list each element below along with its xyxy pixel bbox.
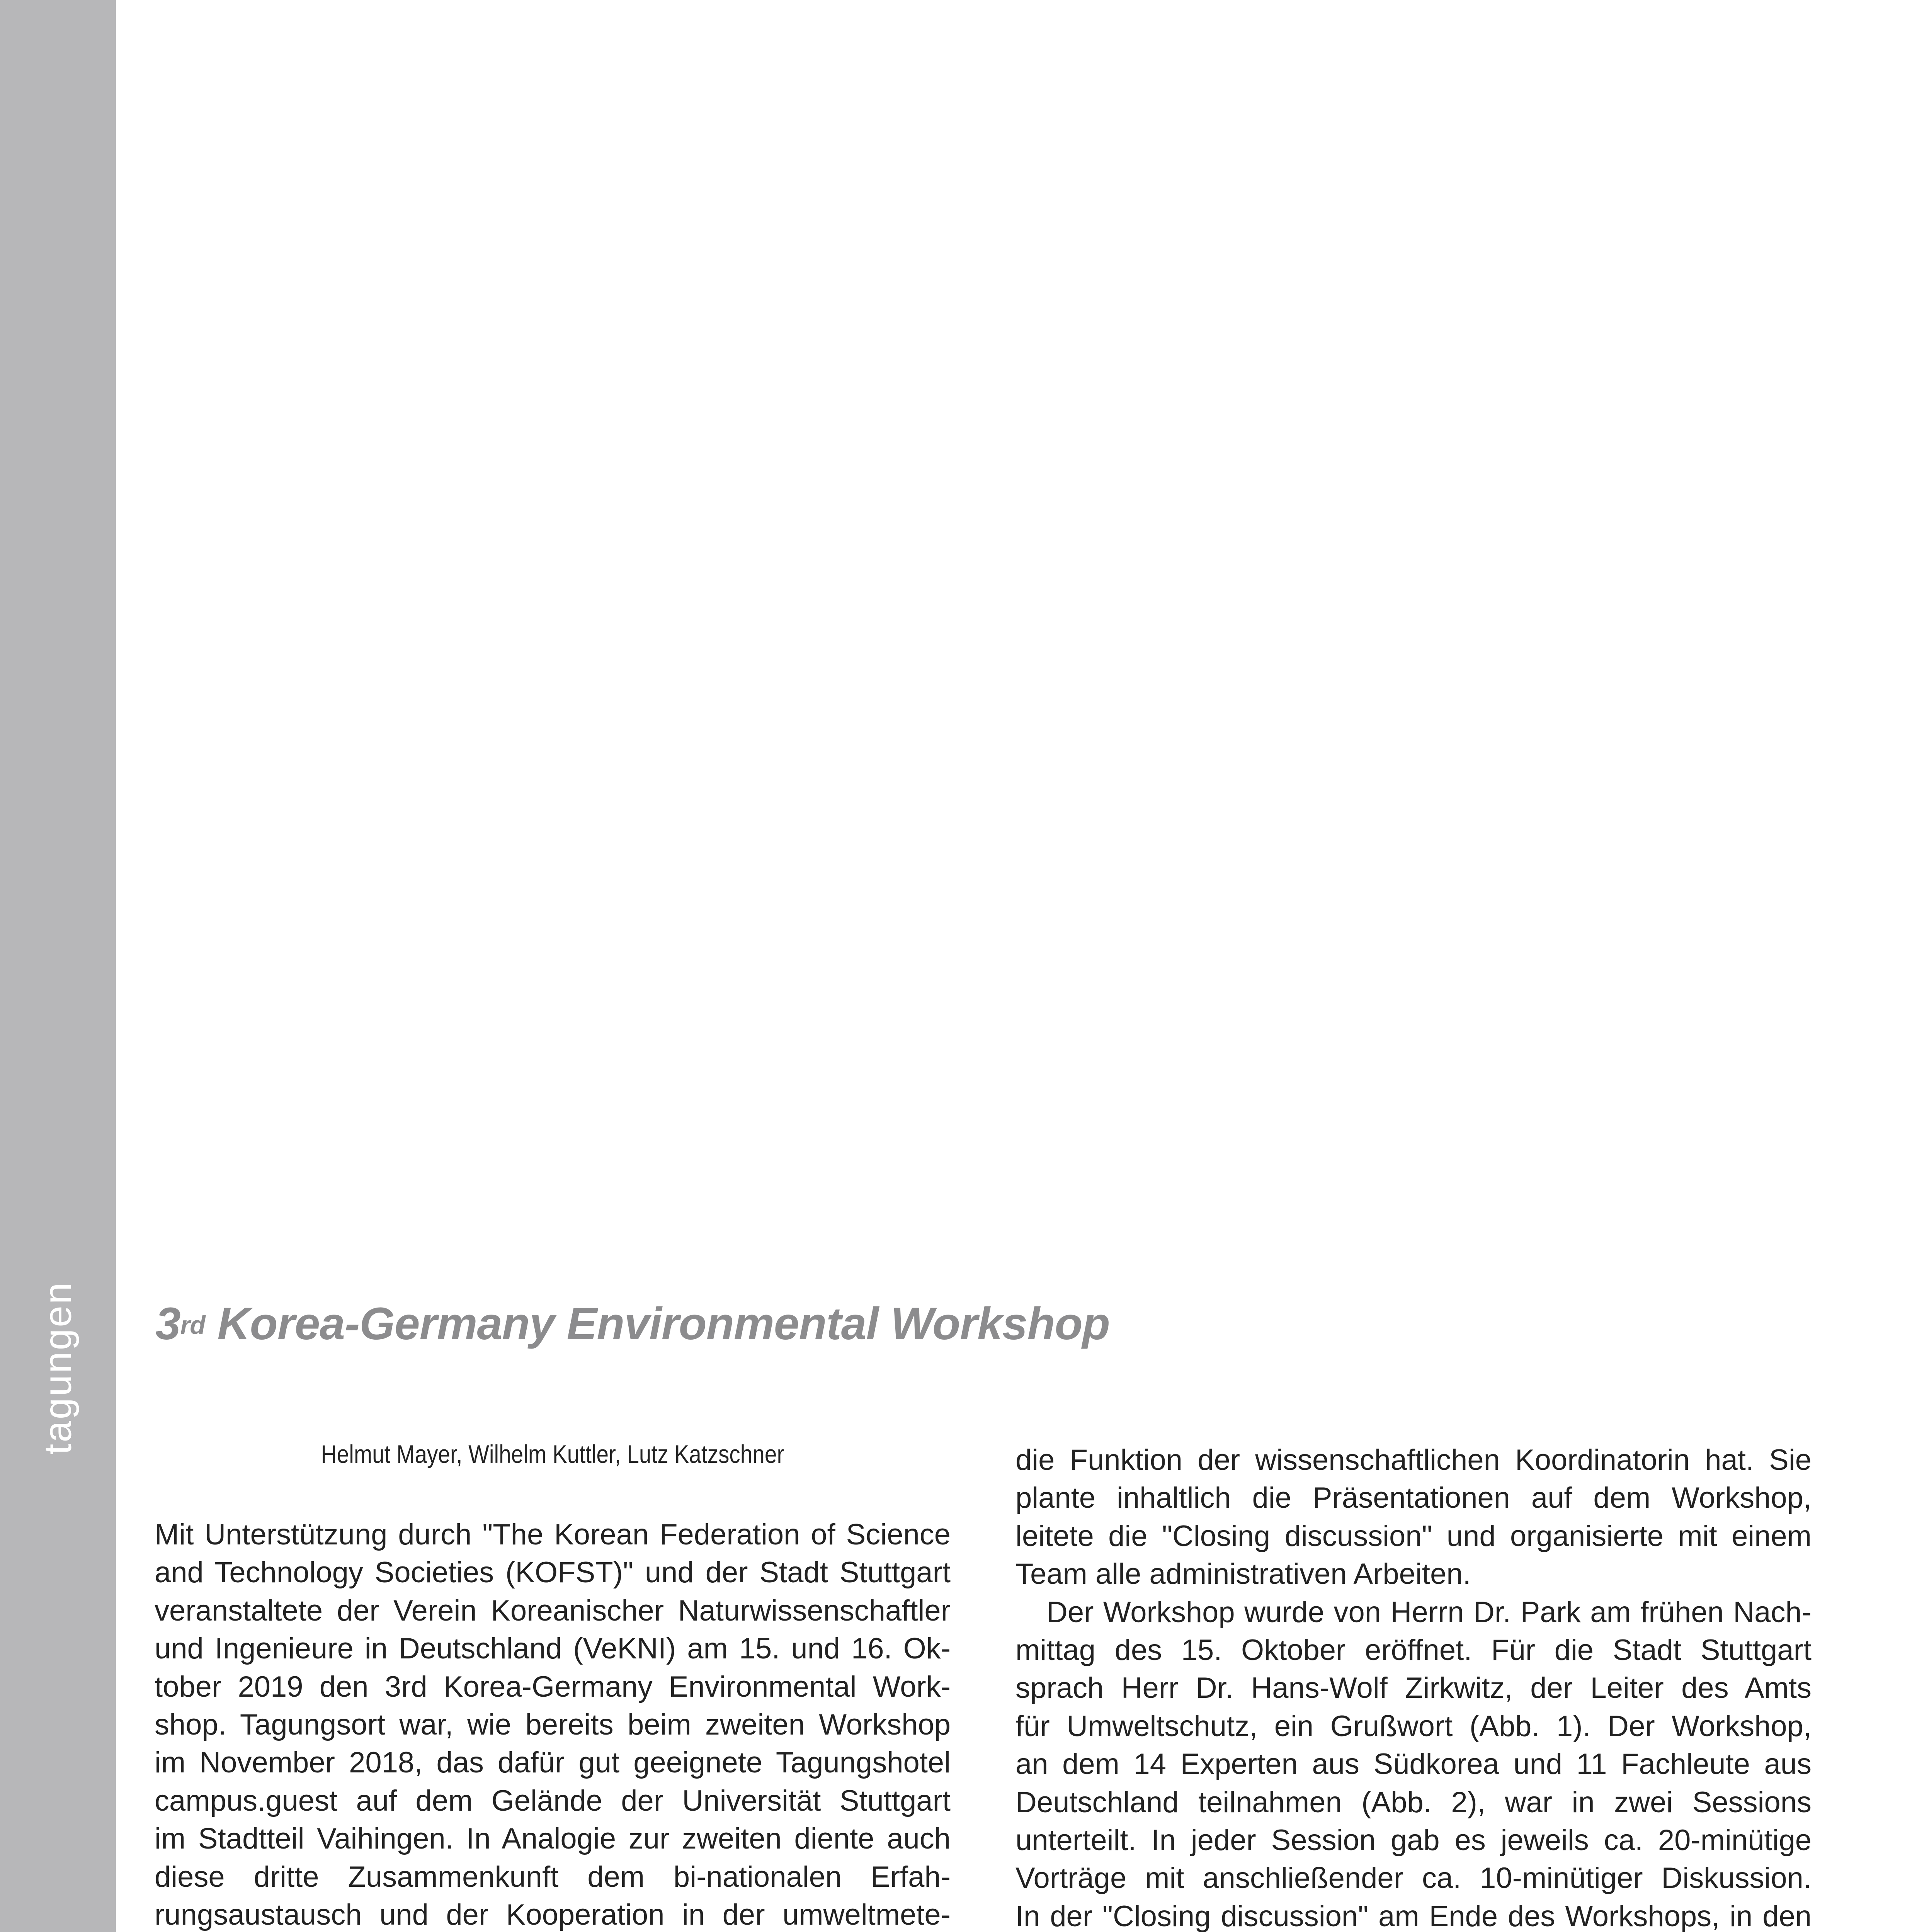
text-line: und Ingenieure in Deutschland (VeKNI) am 15. und 16. Ok- [155, 1632, 951, 1665]
article-authors: Helmut Mayer, Wilhelm Kuttler, Lutz Katzschner [321, 1440, 784, 1468]
text-line: im Stadtteil Vaihingen. In Analogie zur zweiten diente auch [155, 1822, 951, 1855]
text-line: rungsaustausch und der Kooperation in der umweltmete- [155, 1898, 951, 1932]
text-line: campus.guest auf dem Gelände der Universität Stuttgart [155, 1784, 951, 1817]
text-line: tober 2019 den 3rd Korea-Germany Environmental Work- [155, 1670, 951, 1703]
text-line: mittag des 15. Oktober eröffnet. Für die Stadt Stuttgart [1015, 1634, 1812, 1667]
text-line: plante inhaltlich die Präsentationen auf dem Workshop, [1015, 1481, 1812, 1515]
text-line: In der "Closing discussion" am Ende des Workshops, in den [1015, 1900, 1812, 1932]
text-line: Deutschland teilnahmen (Abb. 2), war in zwei Sessions [1015, 1786, 1812, 1819]
right-column [1015, 1441, 1812, 1932]
text-line: Vorträge mit anschließender ca. 10-minütiger Diskussion. [1015, 1862, 1812, 1895]
text-line: diese dritte Zusammenkunft dem bi-nationalen Erfah- [155, 1860, 951, 1893]
title-rest: Korea-Germany Environmental Workshop [205, 1298, 1110, 1349]
right-paragraph-2 [1015, 1594, 1812, 1932]
text-line: Der Workshop wurde von Herrn Dr. Park am frühen Nach- [1046, 1595, 1812, 1629]
text-line: leitete die "Closing discussion" und organisierte mit einem [1015, 1519, 1812, 1553]
text-line: an dem 14 Experten aus Südkorea und 11 Fachleute aus [1015, 1748, 1812, 1781]
text-line: Team alle administrativen Arbeiten. [1015, 1558, 1471, 1591]
left-paragraph-1 [155, 1516, 951, 1932]
text-line: im November 2018, das dafür gut geeignete Tagungshotel [155, 1746, 951, 1779]
left-column [155, 1516, 951, 1932]
text-line: and Technology Societies (KOFST)" und der Stadt Stuttgart [155, 1556, 951, 1589]
section-label: tagungen [36, 1281, 80, 1455]
right-paragraph-1 [1015, 1441, 1812, 1594]
text-line: für Umweltschutz, ein Grußwort (Abb. 1). Der Workshop, [1015, 1709, 1812, 1743]
text-line: shop. Tagungsort war, wie bereits beim zweiten Workshop [155, 1708, 951, 1742]
title-ordinal: 3 [155, 1298, 180, 1349]
section-side-band [0, 0, 116, 1932]
text-line: unterteilt. In jeder Session gab es jeweils ca. 20-minütige [1015, 1824, 1812, 1857]
text-line: sprach Herr Dr. Hans-Wolf Zirkwitz, der Leiter des Amts [1015, 1672, 1812, 1705]
text-line: veranstaltete der Verein Koreanischer Naturwissenschaftler [155, 1594, 951, 1627]
article-title [155, 1298, 1110, 1350]
title-superscript: rd [180, 1311, 205, 1339]
text-line: Mit Unterstützung durch "The Korean Federation of Science [155, 1518, 951, 1551]
text-line: die Funktion der wissenschaftlichen Koordinatorin hat. Sie [1015, 1444, 1812, 1476]
